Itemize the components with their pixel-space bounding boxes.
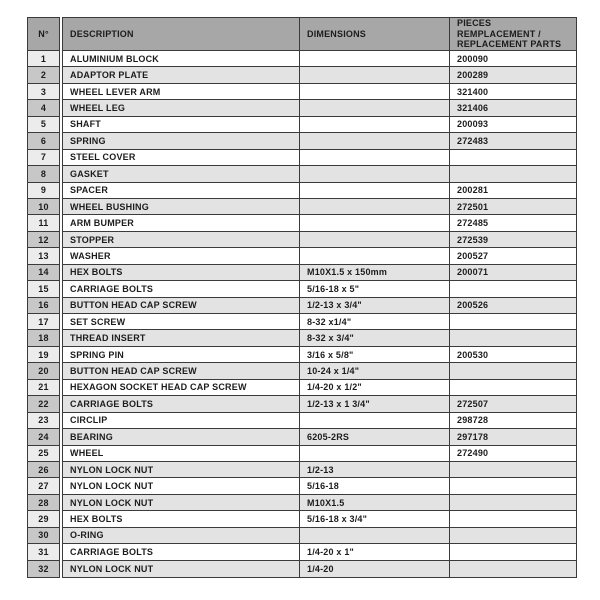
dimensions-cell bbox=[300, 248, 450, 264]
parts-number-cell bbox=[450, 363, 576, 379]
row-number: 30 bbox=[28, 528, 59, 544]
parts-number-cell: 200289 bbox=[450, 67, 576, 83]
description-cell: CIRCLIP bbox=[63, 413, 300, 429]
parts-number-cell bbox=[450, 528, 576, 544]
row-number: 13 bbox=[28, 248, 59, 264]
dimensions-cell bbox=[300, 117, 450, 133]
dimensions-cell: 1/2-13 x 1 3/4" bbox=[300, 396, 450, 412]
parts-number-cell: 272483 bbox=[450, 133, 576, 149]
dimensions-cell bbox=[300, 150, 450, 166]
row-number: 19 bbox=[28, 347, 59, 363]
dimensions-cell bbox=[300, 100, 450, 116]
dimensions-cell: 1/4-20 x 1" bbox=[300, 544, 450, 560]
dimensions-cell: 1/2-13 bbox=[300, 462, 450, 478]
parts-number-cell bbox=[450, 462, 576, 478]
description-cell: ALUMINIUM BLOCK bbox=[63, 51, 300, 67]
row-number: 1 bbox=[28, 51, 59, 67]
description-cell: O-RING bbox=[63, 528, 300, 544]
row-number: 10 bbox=[28, 199, 59, 215]
dimensions-cell: 5/16-18 x 5" bbox=[300, 281, 450, 297]
parts-number-cell: 200071 bbox=[450, 265, 576, 281]
dimensions-cell bbox=[300, 446, 450, 462]
row-number: 31 bbox=[28, 544, 59, 560]
description-cell: THREAD INSERT bbox=[63, 330, 300, 346]
dimensions-cell: 5/16-18 bbox=[300, 478, 450, 494]
parts-number-cell: 321400 bbox=[450, 84, 576, 100]
column-header-description: DESCRIPTION bbox=[63, 18, 300, 51]
dimensions-cell: 10-24 x 1/4" bbox=[300, 363, 450, 379]
dimensions-cell bbox=[300, 84, 450, 100]
row-number: 5 bbox=[28, 117, 59, 133]
parts-number-cell: 200527 bbox=[450, 248, 576, 264]
dimensions-cell bbox=[300, 51, 450, 67]
parts-number-cell: 200526 bbox=[450, 298, 576, 314]
dimensions-cell bbox=[300, 413, 450, 429]
parts-table bbox=[27, 17, 577, 578]
parts-number-cell bbox=[450, 166, 576, 182]
parts-number-cell bbox=[450, 281, 576, 297]
row-number: 14 bbox=[28, 265, 59, 281]
dimensions-cell: 1/2-13 x 3/4" bbox=[300, 298, 450, 314]
description-cell: SPACER bbox=[63, 183, 300, 199]
row-number: 26 bbox=[28, 462, 59, 478]
dimensions-cell bbox=[300, 183, 450, 199]
dimensions-cell bbox=[300, 215, 450, 231]
description-cell: SET SCREW bbox=[63, 314, 300, 330]
description-cell: ADAPTOR PLATE bbox=[63, 67, 300, 83]
row-number: 25 bbox=[28, 446, 59, 462]
parts-number-cell bbox=[450, 314, 576, 330]
dimensions-cell bbox=[300, 232, 450, 248]
description-cell: CARRIAGE BOLTS bbox=[63, 544, 300, 560]
column-header-dimensions: DIMENSIONS bbox=[300, 18, 450, 51]
row-number: 16 bbox=[28, 298, 59, 314]
parts-number-cell: 200090 bbox=[450, 51, 576, 67]
dimensions-cell: M10X1.5 x 150mm bbox=[300, 265, 450, 281]
parts-number-cell bbox=[450, 544, 576, 560]
dimensions-cell: 5/16-18 x 3/4" bbox=[300, 511, 450, 527]
row-number: 8 bbox=[28, 166, 59, 182]
description-cell: SPRING PIN bbox=[63, 347, 300, 363]
row-number: 29 bbox=[28, 511, 59, 527]
description-cell: WASHER bbox=[63, 248, 300, 264]
dimensions-cell: 6205-2RS bbox=[300, 429, 450, 445]
description-cell: NYLON LOCK NUT bbox=[63, 478, 300, 494]
parts-number-cell bbox=[450, 380, 576, 396]
main-grid bbox=[62, 17, 577, 578]
parts-number-cell: 200530 bbox=[450, 347, 576, 363]
description-cell: HEX BOLTS bbox=[63, 265, 300, 281]
row-number: 17 bbox=[28, 314, 59, 330]
description-cell: SPRING bbox=[63, 133, 300, 149]
description-cell: NYLON LOCK NUT bbox=[63, 495, 300, 511]
description-cell: CARRIAGE BOLTS bbox=[63, 396, 300, 412]
parts-number-cell: 298728 bbox=[450, 413, 576, 429]
row-number: 12 bbox=[28, 232, 59, 248]
row-number: 11 bbox=[28, 215, 59, 231]
description-cell: BEARING bbox=[63, 429, 300, 445]
description-cell: SHAFT bbox=[63, 117, 300, 133]
description-cell: NYLON LOCK NUT bbox=[63, 561, 300, 577]
dimensions-cell bbox=[300, 67, 450, 83]
dimensions-cell: 8-32 x1/4" bbox=[300, 314, 450, 330]
row-number: 15 bbox=[28, 281, 59, 297]
parts-number-cell: 297178 bbox=[450, 429, 576, 445]
dimensions-cell: M10X1.5 bbox=[300, 495, 450, 511]
description-cell: HEXAGON SOCKET HEAD CAP SCREW bbox=[63, 380, 300, 396]
dimensions-cell bbox=[300, 166, 450, 182]
dimensions-cell bbox=[300, 528, 450, 544]
parts-number-cell bbox=[450, 511, 576, 527]
row-number: 18 bbox=[28, 330, 59, 346]
description-cell: BUTTON HEAD CAP SCREW bbox=[63, 363, 300, 379]
row-number: 6 bbox=[28, 133, 59, 149]
row-number: 23 bbox=[28, 413, 59, 429]
row-number: 2 bbox=[28, 67, 59, 83]
parts-number-cell bbox=[450, 150, 576, 166]
row-number: 22 bbox=[28, 396, 59, 412]
row-number: 3 bbox=[28, 84, 59, 100]
row-number: 7 bbox=[28, 150, 59, 166]
description-cell: WHEEL LEVER ARM bbox=[63, 84, 300, 100]
dimensions-cell bbox=[300, 199, 450, 215]
parts-number-cell: 272485 bbox=[450, 215, 576, 231]
row-number: 21 bbox=[28, 380, 59, 396]
description-cell: CARRIAGE BOLTS bbox=[63, 281, 300, 297]
row-number: 20 bbox=[28, 363, 59, 379]
column-header-number: N° bbox=[28, 18, 59, 51]
parts-number-cell: 200281 bbox=[450, 183, 576, 199]
description-cell: BUTTON HEAD CAP SCREW bbox=[63, 298, 300, 314]
description-cell: HEX BOLTS bbox=[63, 511, 300, 527]
parts-number-cell bbox=[450, 478, 576, 494]
description-cell: STEEL COVER bbox=[63, 150, 300, 166]
parts-number-cell: 321406 bbox=[450, 100, 576, 116]
parts-number-cell bbox=[450, 495, 576, 511]
description-cell: STOPPER bbox=[63, 232, 300, 248]
parts-number-cell: 272507 bbox=[450, 396, 576, 412]
description-cell: NYLON LOCK NUT bbox=[63, 462, 300, 478]
num-column bbox=[27, 17, 60, 578]
row-number: 9 bbox=[28, 183, 59, 199]
row-number: 4 bbox=[28, 100, 59, 116]
description-cell: WHEEL LEG bbox=[63, 100, 300, 116]
description-cell: WHEEL bbox=[63, 446, 300, 462]
row-number: 28 bbox=[28, 495, 59, 511]
dimensions-cell: 3/16 x 5/8" bbox=[300, 347, 450, 363]
row-number: 24 bbox=[28, 429, 59, 445]
description-cell: ARM BUMPER bbox=[63, 215, 300, 231]
dimensions-cell: 1/4-20 bbox=[300, 561, 450, 577]
dimensions-cell bbox=[300, 133, 450, 149]
dimensions-cell: 8-32 x 3/4" bbox=[300, 330, 450, 346]
row-number: 27 bbox=[28, 478, 59, 494]
parts-number-cell: 272501 bbox=[450, 199, 576, 215]
parts-number-cell bbox=[450, 561, 576, 577]
dimensions-cell: 1/4-20 x 1/2" bbox=[300, 380, 450, 396]
parts-number-cell bbox=[450, 330, 576, 346]
parts-number-cell: 200093 bbox=[450, 117, 576, 133]
description-cell: GASKET bbox=[63, 166, 300, 182]
parts-number-cell: 272490 bbox=[450, 446, 576, 462]
parts-number-cell: 272539 bbox=[450, 232, 576, 248]
column-header-parts: PIECES REMPLACEMENT / REPLACEMENT PARTS bbox=[450, 18, 576, 51]
description-cell: WHEEL BUSHING bbox=[63, 199, 300, 215]
row-number: 32 bbox=[28, 561, 59, 577]
